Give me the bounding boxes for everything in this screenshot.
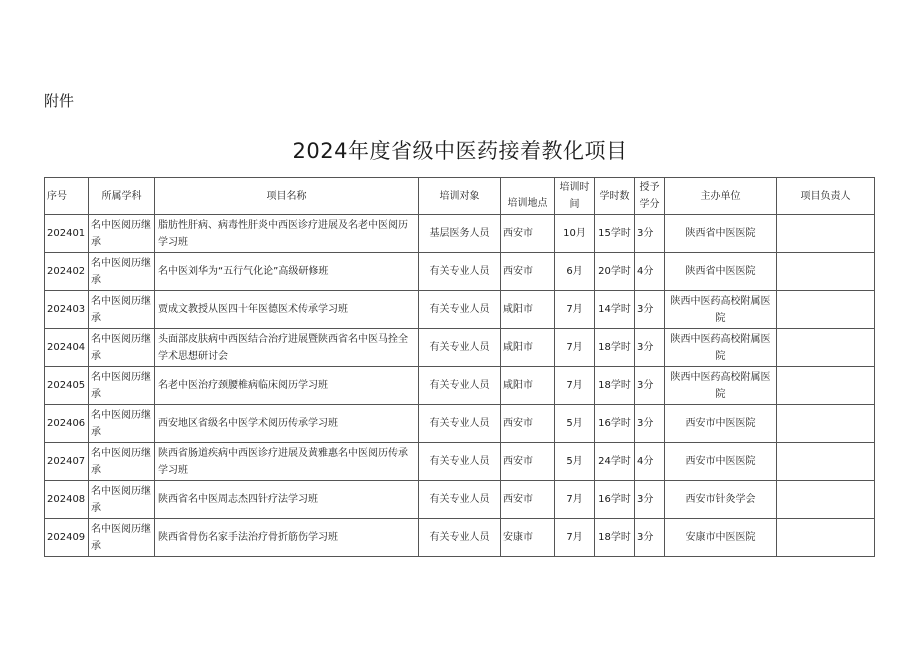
cell-name: 名老中医治疗颈腰椎病临床阅历学习班	[155, 367, 419, 405]
cell-category: 名中医阅历继承	[89, 443, 155, 481]
header-target: 培训对象	[419, 178, 501, 215]
cell-place: 西安市	[501, 253, 555, 291]
cell-credit: 3分	[635, 405, 665, 443]
cell-hours: 24学时	[595, 443, 635, 481]
cell-id: 202408	[45, 481, 89, 519]
cell-place: 西安市	[501, 481, 555, 519]
table-row	[45, 291, 875, 329]
cell-hours: 14学时	[595, 291, 635, 329]
cell-credit: 4分	[635, 253, 665, 291]
cell-hours: 18学时	[595, 367, 635, 405]
cell-time: 5月	[555, 405, 595, 443]
table-row	[45, 253, 875, 291]
cell-hours: 16学时	[595, 405, 635, 443]
cell-category: 名中医阅历继承	[89, 253, 155, 291]
cell-category: 名中医阅历继承	[89, 367, 155, 405]
cell-id: 202405	[45, 367, 89, 405]
cell-credit: 3分	[635, 215, 665, 253]
header-host: 主办单位	[665, 178, 777, 215]
cell-time: 7月	[555, 481, 595, 519]
cell-host: 陕西省中医医院	[665, 215, 777, 253]
cell-credit: 3分	[635, 291, 665, 329]
cell-time: 5月	[555, 443, 595, 481]
cell-place: 咸阳市	[501, 367, 555, 405]
cell-lead	[777, 519, 875, 557]
cell-place: 安康市	[501, 519, 555, 557]
cell-host: 陕西中医药高校附属医院	[665, 329, 777, 367]
table-row	[45, 481, 875, 519]
cell-name: 脂肪性肝病、病毒性肝炎中西医诊疗进展及名老中医阅历学习班	[155, 215, 419, 253]
project-table	[44, 177, 875, 557]
cell-lead	[777, 443, 875, 481]
cell-place: 西安市	[501, 443, 555, 481]
header-name: 项目名称	[155, 178, 419, 215]
cell-name: 陕西省肠道疾病中西医诊疗进展及黄雅惠名中医阅历传承学习班	[155, 443, 419, 481]
cell-target: 有关专业人员	[419, 405, 501, 443]
cell-category: 名中医阅历继承	[89, 215, 155, 253]
cell-hours: 16学时	[595, 481, 635, 519]
cell-target: 有关专业人员	[419, 367, 501, 405]
cell-target: 有关专业人员	[419, 291, 501, 329]
header-hours: 学时数	[595, 178, 635, 215]
cell-name: 西安地区省级名中医学术阅历传承学习班	[155, 405, 419, 443]
header-lead: 项目负责人	[777, 178, 875, 215]
table-row	[45, 405, 875, 443]
cell-target: 有关专业人员	[419, 519, 501, 557]
cell-name: 名中医刘华为“五行气化论”高级研修班	[155, 253, 419, 291]
cell-id: 202407	[45, 443, 89, 481]
cell-name: 贾成文教授从医四十年医德医术传承学习班	[155, 291, 419, 329]
cell-target: 有关专业人员	[419, 443, 501, 481]
cell-credit: 4分	[635, 443, 665, 481]
table-row	[45, 367, 875, 405]
cell-name: 陕西省骨伤名家手法治疗骨折筋伤学习班	[155, 519, 419, 557]
cell-name: 头面部皮肤病中西医结合治疗进展暨陕西省名中医马拴全学术思想研讨会	[155, 329, 419, 367]
table-body	[45, 215, 875, 557]
cell-hours: 18学时	[595, 519, 635, 557]
cell-target: 有关专业人员	[419, 253, 501, 291]
cell-lead	[777, 367, 875, 405]
cell-time: 7月	[555, 367, 595, 405]
cell-place: 西安市	[501, 405, 555, 443]
cell-target: 基层医务人员	[419, 215, 501, 253]
cell-place: 西安市	[501, 215, 555, 253]
cell-category: 名中医阅历继承	[89, 519, 155, 557]
cell-category: 名中医阅历继承	[89, 405, 155, 443]
table-row	[45, 443, 875, 481]
cell-host: 西安市中医医院	[665, 443, 777, 481]
cell-lead	[777, 405, 875, 443]
header-credit: 授予学分	[635, 178, 665, 215]
cell-time: 10月	[555, 215, 595, 253]
cell-id: 202402	[45, 253, 89, 291]
cell-lead	[777, 253, 875, 291]
cell-time: 7月	[555, 291, 595, 329]
cell-place: 咸阳市	[501, 329, 555, 367]
cell-time: 7月	[555, 329, 595, 367]
table-row	[45, 215, 875, 253]
attachment-label: 附件	[44, 92, 75, 110]
cell-lead	[777, 291, 875, 329]
cell-target: 有关专业人员	[419, 329, 501, 367]
cell-id: 202403	[45, 291, 89, 329]
cell-host: 西安市针灸学会	[665, 481, 777, 519]
cell-time: 6月	[555, 253, 595, 291]
cell-credit: 3分	[635, 329, 665, 367]
table-row	[45, 329, 875, 367]
cell-place: 咸阳市	[501, 291, 555, 329]
cell-credit: 3分	[635, 367, 665, 405]
cell-lead	[777, 481, 875, 519]
document-title: 2024年度省级中医药接着教化项目	[292, 139, 628, 163]
cell-host: 安康市中医医院	[665, 519, 777, 557]
cell-host: 陕西中医药高校附属医院	[665, 291, 777, 329]
cell-id: 202406	[45, 405, 89, 443]
cell-host: 陕西中医药高校附属医院	[665, 367, 777, 405]
table-row	[45, 519, 875, 557]
header-id: 序号	[45, 178, 89, 215]
cell-host: 陕西省中医医院	[665, 253, 777, 291]
cell-id: 202404	[45, 329, 89, 367]
cell-lead	[777, 329, 875, 367]
cell-time: 7月	[555, 519, 595, 557]
cell-category: 名中医阅历继承	[89, 291, 155, 329]
cell-id: 202401	[45, 215, 89, 253]
cell-credit: 3分	[635, 519, 665, 557]
header-category: 所属学科	[89, 178, 155, 215]
cell-lead	[777, 215, 875, 253]
cell-hours: 20学时	[595, 253, 635, 291]
table-header-row	[45, 178, 875, 215]
cell-hours: 15学时	[595, 215, 635, 253]
cell-category: 名中医阅历继承	[89, 329, 155, 367]
cell-credit: 3分	[635, 481, 665, 519]
cell-id: 202409	[45, 519, 89, 557]
cell-host: 西安市中医医院	[665, 405, 777, 443]
cell-hours: 18学时	[595, 329, 635, 367]
cell-target: 有关专业人员	[419, 481, 501, 519]
header-place: 培训地点	[501, 178, 555, 215]
cell-category: 名中医阅历继承	[89, 481, 155, 519]
header-time: 培训时间	[555, 178, 595, 215]
cell-name: 陕西省名中医周志杰四针疗法学习班	[155, 481, 419, 519]
